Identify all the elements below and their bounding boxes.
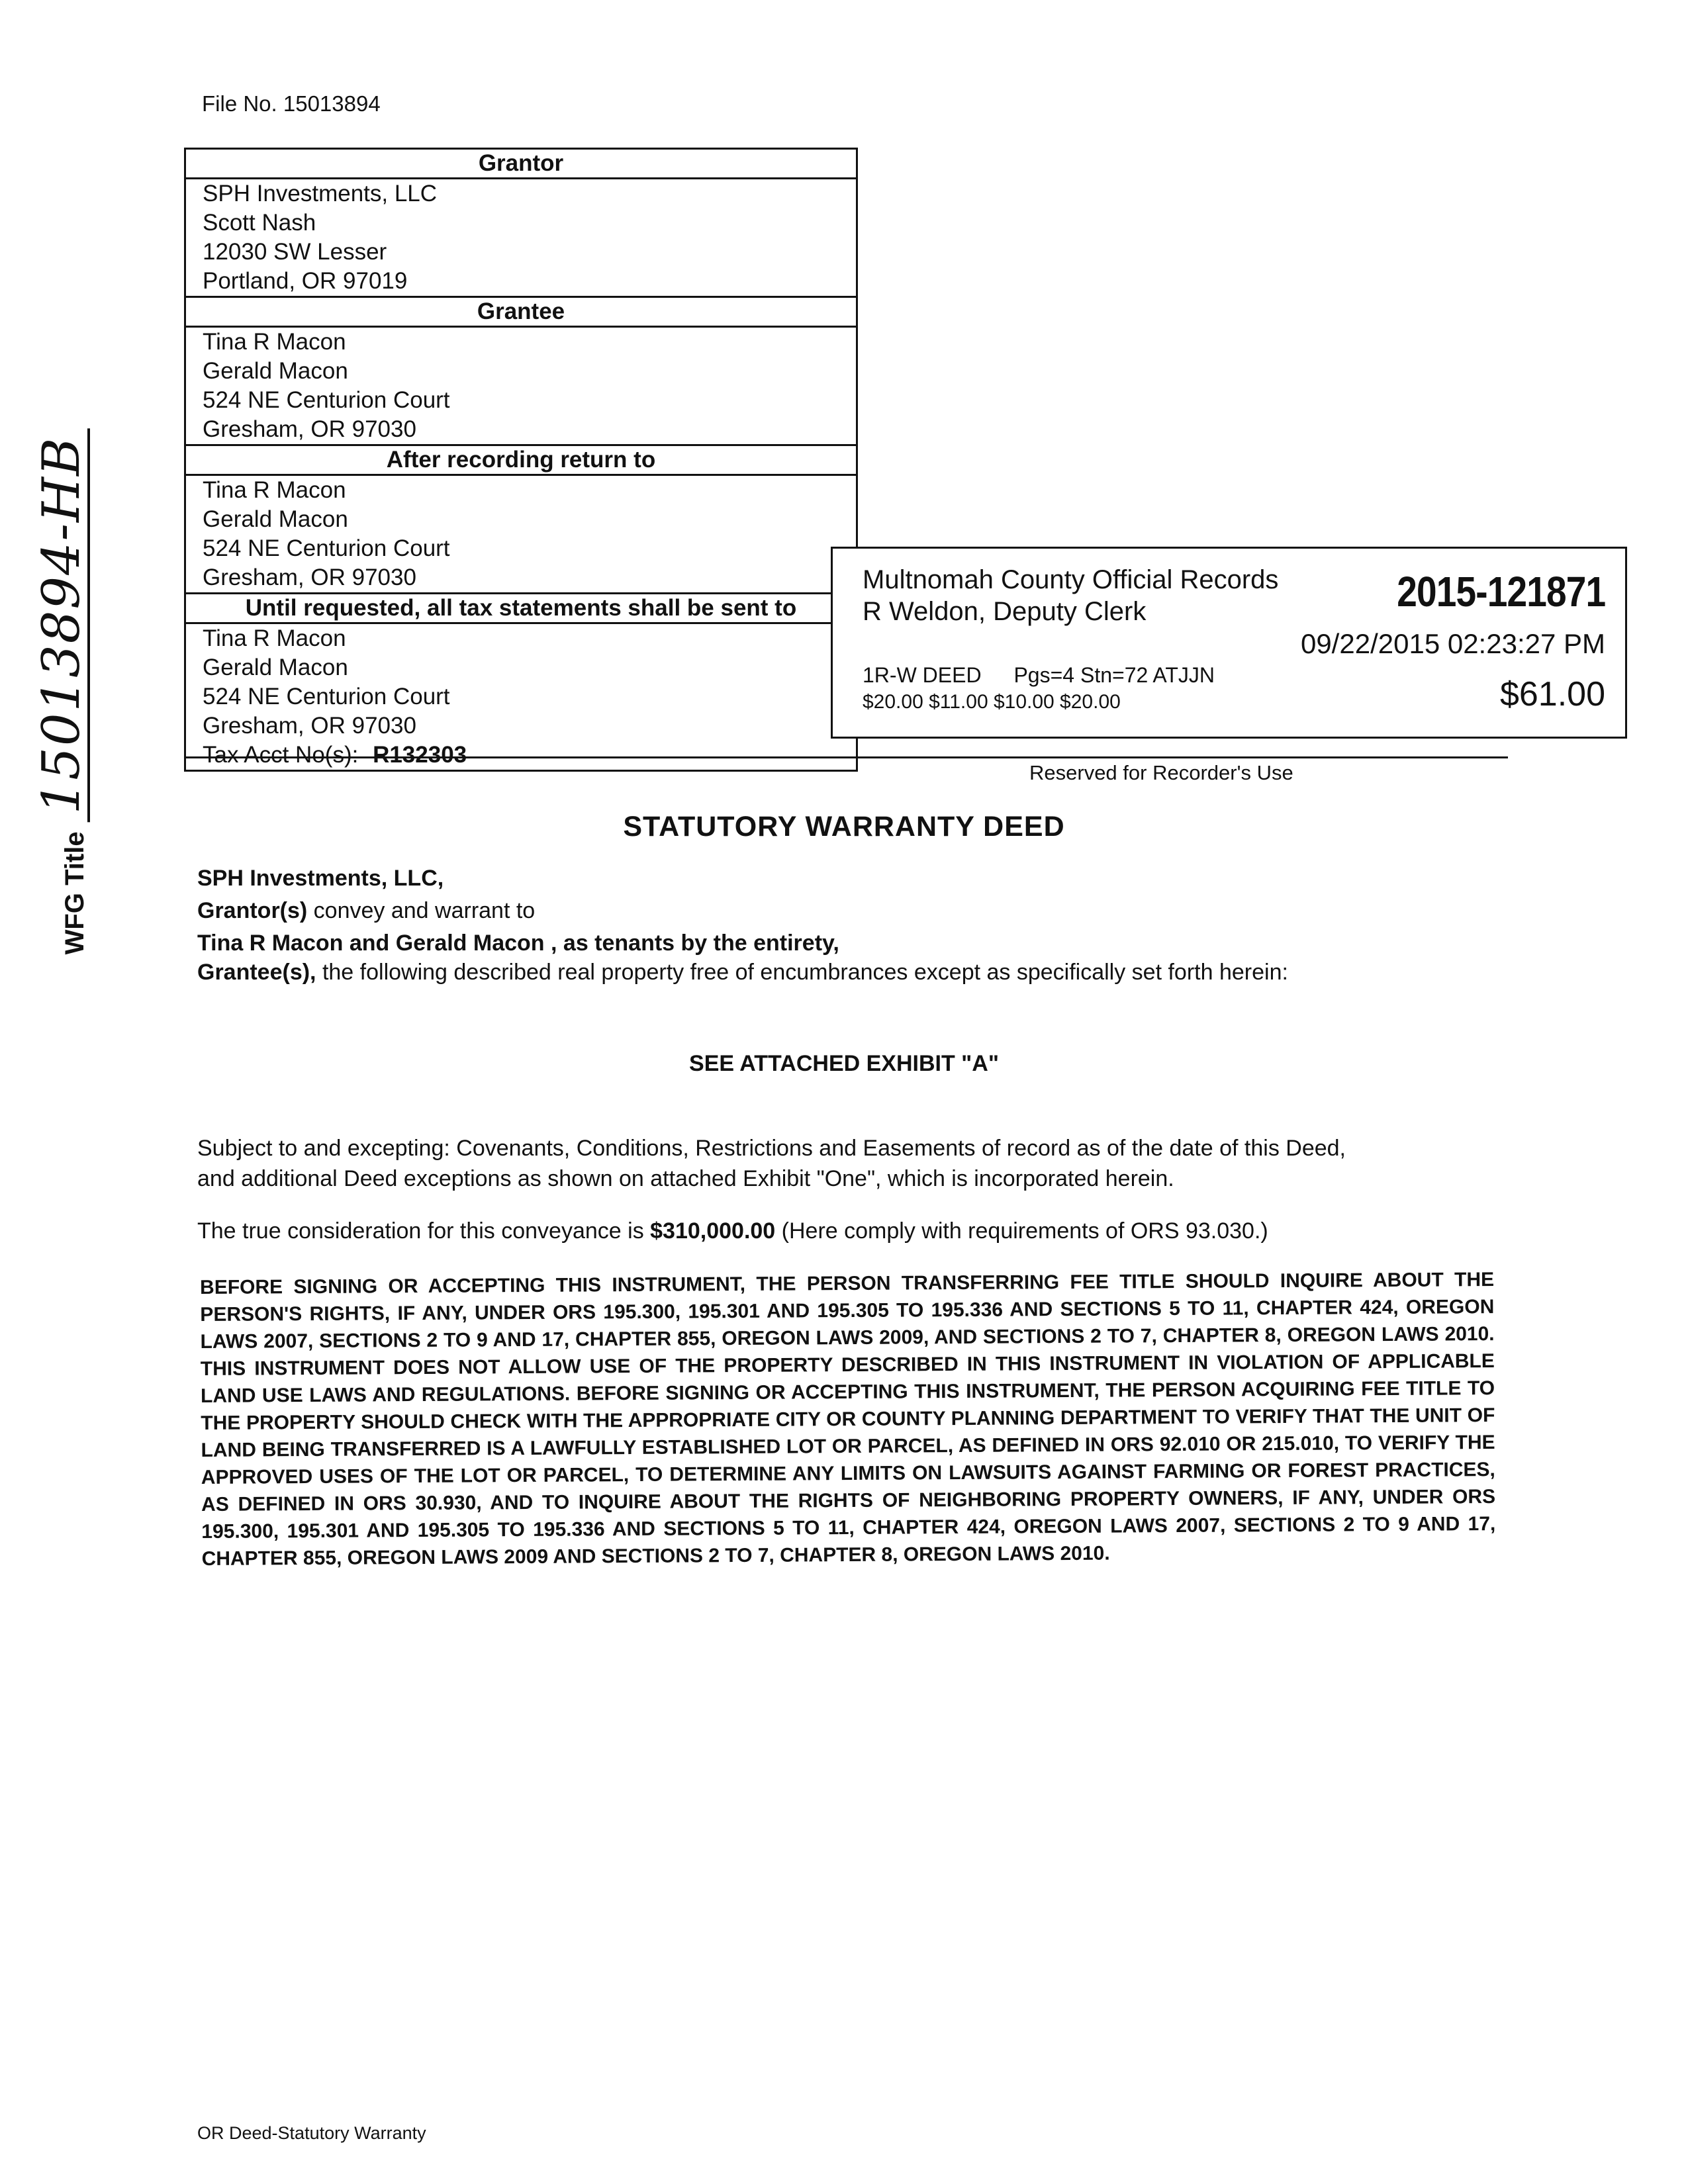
grantee-line: 524 NE Centurion Court xyxy=(203,387,450,413)
tax-statements-line: Tina R Macon xyxy=(203,625,346,651)
grantor-line: 12030 SW Lesser xyxy=(203,239,387,265)
recording-doc-type: 1R-W DEED xyxy=(863,663,982,687)
consideration-suffix: (Here comply with requirements of ORS 93.030.) xyxy=(775,1218,1268,1244)
grantor-header: Grantor xyxy=(186,150,856,179)
tax-statements-line: Gerald Macon xyxy=(203,655,348,680)
return-to-line: Tina R Macon xyxy=(203,477,346,503)
recording-datetime: 09/22/2015 02:23:27 PM xyxy=(1300,628,1605,659)
grantee-line: Gresham, OR 97030 xyxy=(203,416,416,442)
statutory-warning-paragraph: BEFORE SIGNING OR ACCEPTING THIS INSTRUMENT, THE PERSON TRANSFERRING FEE TITLE SHOULD INQUIRE ABOUT THE PERSON'S RIGHTS, IF ANY, UNDER ORS 195.300, 195.301 AND 195.305 TO 195.336 AND SECTIONS 5 TO 11, CHAPTER 424, OREGON LAWS 2007, SECTIONS 2 TO 9 AND 17, CHAPTER 855, OREGON LAWS 2009, AND SECTIONS 2 TO 7, CHAPTER 8, OREGON LAWS 2010. THIS INSTRUMENT DOES NOT ALLOW USE OF THE PROPERTY DESCRIBED IN THIS INSTRUMENT IN VIOLATION OF APPLICABLE LAND USE LAWS AND REGULATIONS. BEFORE SIGNING OR ACCEPTING THIS INSTRUMENT, THE PERSON ACQUIRING FEE TITLE TO THE PROPERTY SHOULD CHECK WITH THE APPROPRIATE CITY OR COUNTY PLANNING DEPARTMENT TO VERIFY THAT THE UNIT OF LAND BEING TRANSFERRED IS A LAWFULLY ESTABLISHED LOT OR PARCEL, AS DEFINED IN ORS 92.010 OR 215.010, TO VERIFY THE APPROVED USES OF THE LOT OR PARCEL, TO DETERMINE ANY LIMITS ON LAWSUITS AGAINST FARMING OR FOREST PRACTICES, AS DEFINED IN ORS 30.930, AND TO INQUIRE ABOUT THE RIGHTS OF NEIGHBORING PROPERTY OWNERS, IF ANY, UNDER ORS 195.300, 195.301 AND 195.305 TO 195.336 AND SECTIONS 5 TO 11, CHAPTER 424, OREGON LAWS 2007, SECTIONS 2 TO 9 AND 17, CHAPTER 855, OREGON LAWS 2009 AND SECTIONS 2 TO 7, CHAPTER 8, OREGON LAWS 2010. xyxy=(200,1269,1496,1570)
consideration-amount: $310,000.00 xyxy=(650,1218,776,1244)
grantor-line: SPH Investments, LLC xyxy=(203,181,438,206)
recording-doc-type-row xyxy=(863,663,1215,688)
grantee-line: Gerald Macon xyxy=(203,358,348,384)
reserved-recorder-label: Reserved for Recorder's Use xyxy=(1029,761,1293,784)
recording-fees: $20.00 $11.00 $10.00 $20.00 xyxy=(863,691,1121,713)
consideration-prefix: The true consideration for this conveyance is xyxy=(197,1218,651,1244)
return-to-line: Gresham, OR 97030 xyxy=(203,565,416,590)
grantee-line: Tina R Macon xyxy=(203,329,346,355)
tax-account-row xyxy=(203,741,856,770)
return-to-header: After recording return to xyxy=(186,446,856,476)
tax-statements-header: Until requested, all tax statements shall be sent to xyxy=(186,594,856,624)
title-company-margin-label xyxy=(32,429,91,955)
return-to-line: Gerald Macon xyxy=(203,506,348,532)
parties-box xyxy=(184,148,858,772)
grantee-header: Grantee xyxy=(186,298,856,328)
recording-number: 2015-121871 xyxy=(1397,568,1605,615)
subject-line: Subject to and excepting: Covenants, Conditions, Restrictions and Easements of record as of the date of this Deed, xyxy=(197,1136,1346,1161)
recorder-office: Multnomah County Official Records xyxy=(863,565,1279,594)
recorder-clerk: R Weldon, Deputy Clerk xyxy=(863,597,1147,626)
grantor-clause-line xyxy=(197,898,535,924)
file-number: File No. 15013894 xyxy=(202,91,381,116)
tax-statements-line: 524 NE Centurion Court xyxy=(203,684,450,709)
grantee-clause-line xyxy=(197,960,1288,985)
grantee-block xyxy=(186,328,856,446)
title-company-name: WFG Title xyxy=(60,831,89,955)
return-to-line: 524 NE Centurion Court xyxy=(203,535,450,561)
handwritten-file-number: 15013894-HB xyxy=(36,429,90,823)
grantor-label: Grantor(s) xyxy=(197,898,308,923)
grantor-name-line: SPH Investments, LLC, xyxy=(197,866,444,891)
tax-statements-line: Gresham, OR 97030 xyxy=(203,713,416,739)
tax-statements-block xyxy=(186,624,856,770)
recording-total: $61.00 xyxy=(1499,675,1605,713)
grantor-clause: convey and warrant to xyxy=(307,898,536,923)
return-to-block xyxy=(186,476,856,594)
recording-doc-info: Pgs=4 Stn=72 ATJJN xyxy=(1013,663,1215,687)
subject-to-paragraph xyxy=(197,1133,1495,1194)
grantee-clause: the following described real property free of encumbrances except as specifically set forth herein: xyxy=(316,960,1288,985)
grantor-line: Portland, OR 97019 xyxy=(203,268,408,294)
subject-line: and additional Deed exceptions as shown on attached Exhibit "One", which is incorporated herein. xyxy=(197,1166,1174,1191)
recorder-stamp-box xyxy=(831,547,1627,739)
exhibit-reference: SEE ATTACHED EXHIBIT "A" xyxy=(689,1051,999,1076)
grantor-line: Scott Nash xyxy=(203,210,316,236)
recorder-divider xyxy=(184,756,1508,758)
consideration-line xyxy=(197,1218,1268,1244)
grantee-label: Grantee(s), xyxy=(197,960,316,985)
grantee-names-line: Tina R Macon and Gerald Macon , as tenants by the entirety, xyxy=(197,931,839,956)
document-title: STATUTORY WARRANTY DEED xyxy=(623,811,1065,842)
form-footer: OR Deed-Statutory Warranty xyxy=(197,2123,426,2143)
grantor-block xyxy=(186,179,856,298)
tax-account-label: Tax Acct No(s): xyxy=(203,742,359,768)
tax-account-number: R132303 xyxy=(373,742,467,768)
